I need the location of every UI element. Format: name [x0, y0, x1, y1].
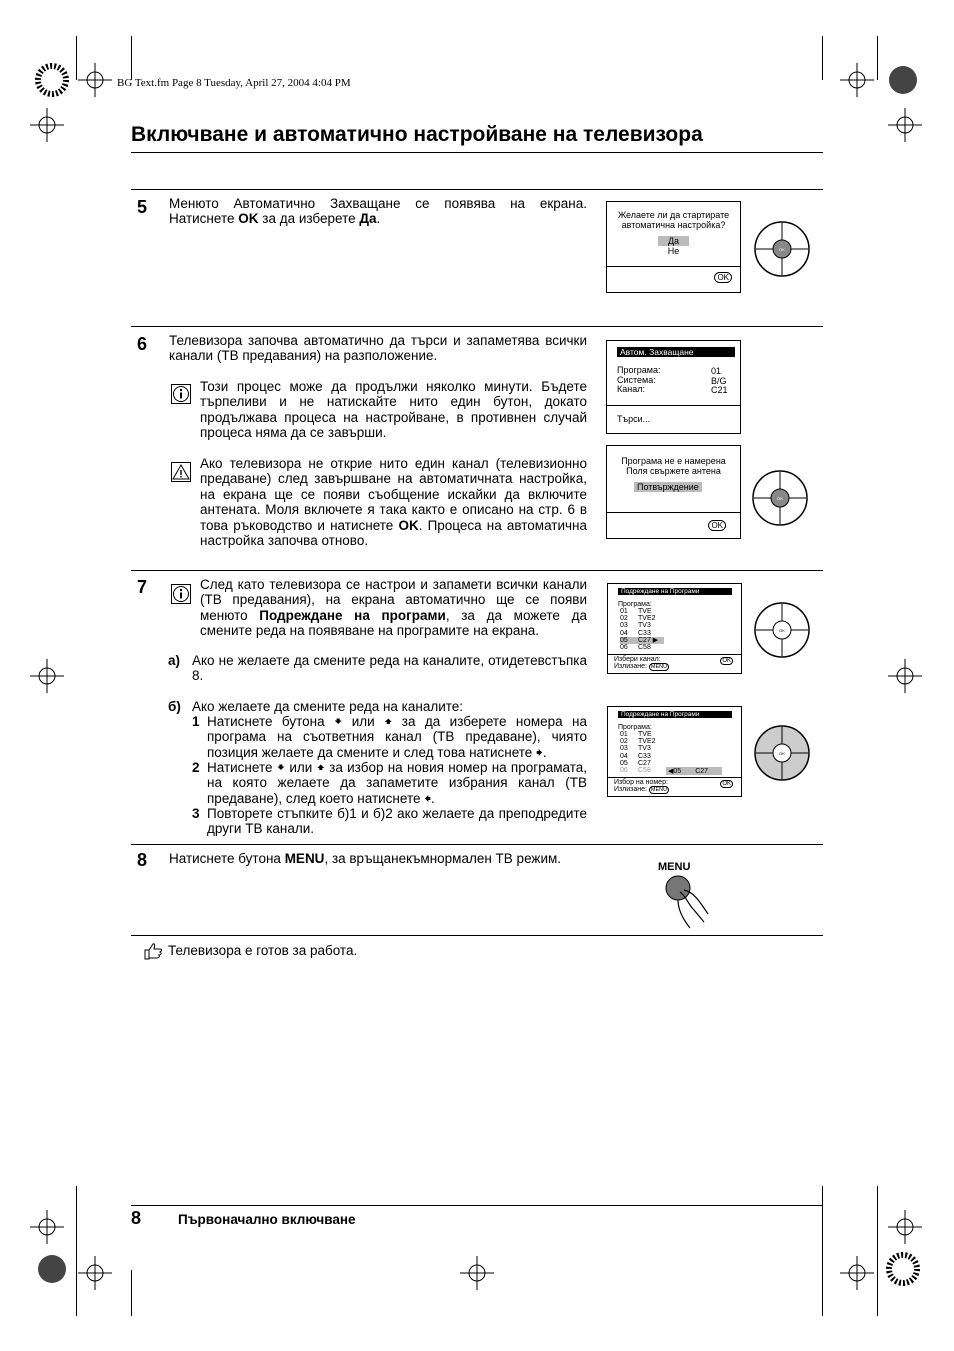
remote-joystick-icon: [753, 724, 811, 782]
ready-text: Телевизора е готов за работа.: [168, 943, 358, 958]
menu-button-label: MENU: [658, 861, 691, 873]
table-row: 06 C58: [620, 644, 651, 652]
divider: [131, 844, 823, 845]
step-7-info-text: След като телевизора се настрои и запамети всички канали (ТВ предавания), на екрана автоматично ще се появи менюто Подреждане на програми, за да можете да смените реда на появяване на програмите на екрана.: [200, 577, 587, 639]
moving-program: ◀05 C27: [666, 767, 722, 775]
registration-mark-icon: [35, 63, 69, 97]
remote-joystick-icon: [753, 220, 811, 278]
down-arrow-icon: 🠻: [276, 760, 286, 775]
table-row: 04 C33: [620, 629, 651, 637]
yes-option: Да: [658, 236, 689, 246]
confirm-option: Потвърждение: [634, 482, 702, 492]
right-arrow-icon: 🠺: [536, 744, 543, 760]
registration-mark-icon: [840, 1256, 874, 1290]
remote-joystick-icon: [753, 601, 811, 659]
table-row: 06 C58: [620, 767, 651, 775]
svg-text:OK: OK: [779, 751, 785, 756]
registration-mark-icon: [30, 1210, 64, 1244]
step-number: 7: [137, 577, 148, 597]
table-row: 02 TVE2: [620, 615, 656, 623]
table-row: 05 C27: [620, 759, 651, 767]
footer-rule: [131, 1205, 823, 1206]
warning-icon: [171, 462, 191, 482]
substep-2-text: Натиснете 🠻 или 🠹 за избор на новия номер на програмата, на която желаете да запаметите избрания канал (ТВ предаване), след което натиснете 🠸.: [207, 760, 587, 806]
step-number: 5: [137, 197, 148, 217]
ok-icon: OK: [722, 781, 731, 787]
thumbs-up-icon: [143, 942, 163, 960]
page-number: 8: [131, 1208, 142, 1228]
substep-3-text: Повторете стъпките б)1 и б)2 ако желаете да преподредите други ТВ канали.: [207, 806, 587, 837]
sub-label-b: б): [168, 699, 181, 714]
registration-mark-icon: [78, 63, 112, 97]
registration-mark-icon: [35, 1252, 69, 1286]
registration-mark-icon: [840, 63, 874, 97]
auto-tune-progress-screen: Автом. Захващане Програма: Система: Канал: 01 B/G C21 Търси...: [606, 340, 741, 434]
warning-note-text: Ако телевизора не открие нито един канал (телевизионно предаване) след завършване на автоматичната настройка, на екрана ще се появи съобщение искайки да включите антената. Моля включете я така както е описано на стр. 6 в това ръководство и натиснете OK. Процеса на автоматична настройка започва отново.: [200, 456, 588, 549]
registration-mark-icon: [30, 108, 64, 142]
program-sort-screen: Подреждане на Програми Програма: 01 TVE 02 TVE2 03 TV3 04 C33 05 C27 ▶ 06 C58 Избери канал: Излизане: MENU OK: [607, 583, 742, 674]
step-8-text: Натиснете бутона MENU, за връщанекъмнормален ТВ режим.: [169, 851, 562, 866]
registration-mark-icon: [888, 108, 922, 142]
step-number: 6: [137, 334, 148, 354]
divider: [131, 935, 823, 936]
registration-mark-icon: [460, 1256, 494, 1290]
up-arrow-icon: 🠹: [316, 760, 325, 775]
info-icon: [171, 584, 191, 604]
file-header-note: BG Text.fm Page 8 Tuesday, April 27, 2004 4:04 PM: [117, 77, 351, 89]
hand-pressing-menu-icon: [664, 874, 714, 930]
up-arrow-icon: 🠹: [384, 714, 393, 729]
option-a-text: Ако не желаете да смените реда на каналите, отидетевстъпка 8.: [192, 653, 587, 684]
step-5-text: Менюто Автоматично Захващане се появява на екрана. Натиснете OK за да изберете Да.: [169, 196, 587, 227]
table-row: 03 TV3: [620, 745, 651, 753]
table-row: 01 TVE: [620, 608, 652, 615]
registration-mark-icon: [78, 1256, 112, 1290]
no-program-found-screen: Програма не е намерена Поля свържете антена Потвърждение OK: [606, 445, 741, 539]
table-row: 04 C33: [620, 752, 651, 760]
step-number: 8: [137, 850, 148, 870]
no-option: Не: [667, 246, 680, 256]
title-rule: [131, 152, 823, 153]
info-note-text: Този процес може да продължи няколко минути. Бъдете търпеливи и не натискайте нито един бутон, докато продължава процеса на настройване, в противнен случай процеса няма да се завърши.: [200, 379, 587, 441]
table-row: 01 TVE: [620, 731, 652, 738]
ok-icon: OK: [714, 272, 732, 283]
svg-text:OK: OK: [777, 496, 783, 501]
section-name: Първоначално включване: [178, 1212, 356, 1227]
auto-tune-prompt-screen: Желаете ли да стартирате автоматична настройка? Да Не OK: [606, 201, 741, 293]
menu-icon: MENU: [650, 787, 668, 793]
divider: [131, 326, 823, 327]
table-row: 05 C27 ▶: [620, 637, 664, 644]
ok-icon: OK: [722, 658, 731, 664]
registration-mark-icon: [886, 1252, 920, 1286]
step-6-text: Телевизора започва автоматично да търси и запаметява всички канали (ТВ предавания) на разположение.: [169, 333, 587, 364]
page-title: Включване и автоматично настройване на телевизора: [131, 123, 703, 146]
svg-text:OK: OK: [779, 628, 785, 633]
registration-mark-icon: [30, 659, 64, 693]
registration-mark-icon: [888, 1210, 922, 1244]
ok-icon: OK: [708, 520, 726, 531]
option-b-text: Ако желаете да смените реда на каналите:: [192, 699, 464, 714]
substep-1-text: Натиснете бутона 🠻 или 🠹 за да изберете номера на програма на съответния канал (ТВ предаване), чиято позиция желаете да смените и след това натиснете 🠺.: [207, 714, 587, 760]
divider: [131, 570, 823, 571]
menu-icon: MENU: [650, 664, 668, 670]
registration-mark-icon: [886, 63, 920, 97]
table-row: 02 TVE2: [620, 738, 656, 746]
remote-joystick-icon: [751, 469, 809, 527]
sub-label-a: а): [168, 653, 181, 668]
divider: [131, 189, 823, 190]
down-arrow-icon: 🠻: [333, 714, 343, 729]
left-arrow-icon: 🠸: [424, 790, 432, 806]
info-icon: [171, 384, 191, 404]
table-row: 03 TV3: [620, 622, 651, 630]
registration-mark-icon: [888, 659, 922, 693]
svg-text:OK: OK: [779, 247, 785, 252]
program-move-screen: Подреждане на Програми Програма: 01 TVE 02 TVE2 03 TV3 04 C33 05 C27 06 C58 ◀05 C27 Избор на номер: Излизане: MENU OK: [607, 706, 742, 797]
